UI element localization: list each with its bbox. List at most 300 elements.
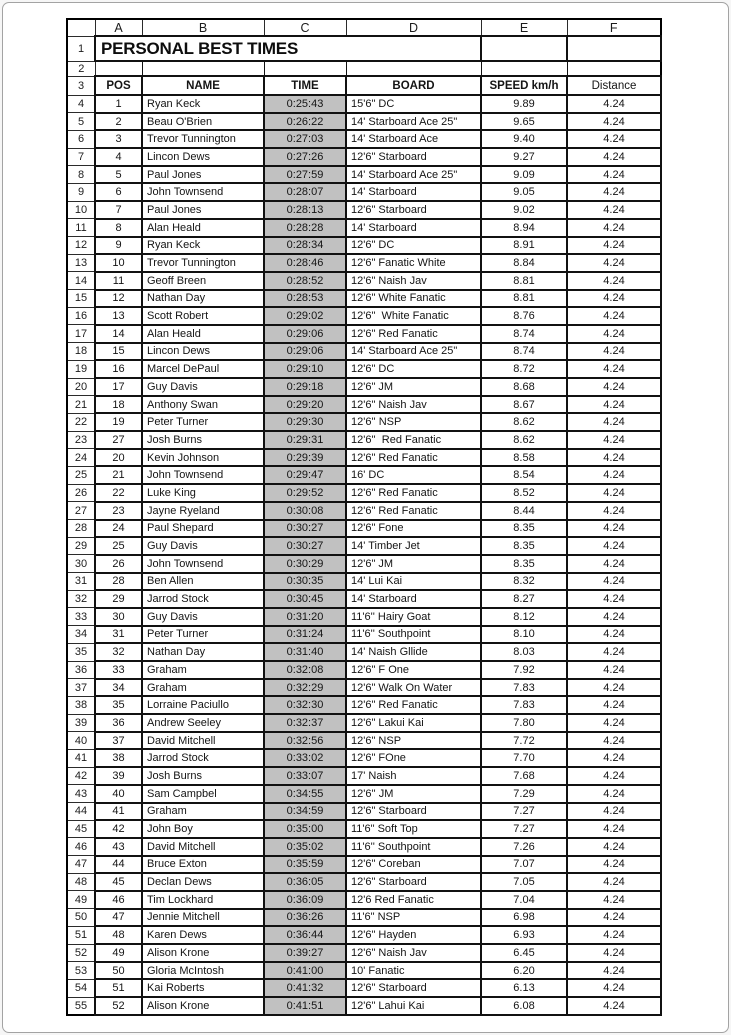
speed-cell: 8.58	[481, 449, 567, 467]
board-cell: 12'6" DC	[346, 237, 481, 255]
name-cell: Graham	[142, 803, 264, 821]
pos-cell: 43	[95, 838, 142, 856]
col-header-board: BOARD	[346, 76, 481, 95]
name-cell: Andrew Seeley	[142, 714, 264, 732]
speed-cell: 7.29	[481, 785, 567, 803]
name-cell: Lincon Dews	[142, 148, 264, 166]
pos-cell: 2	[95, 113, 142, 131]
row-number-cell: 7	[67, 148, 95, 166]
distance-cell: 4.24	[567, 113, 661, 131]
pos-cell: 12	[95, 290, 142, 308]
row-number-cell: 33	[67, 608, 95, 626]
speed-cell: 7.26	[481, 838, 567, 856]
time-cell: 0:32:08	[264, 661, 346, 679]
board-cell: 12'6" White Fanatic	[346, 290, 481, 308]
table-row	[67, 997, 661, 1015]
table-row	[67, 130, 661, 148]
table-row	[67, 873, 661, 891]
pos-cell: 32	[95, 643, 142, 661]
time-cell: 0:35:59	[264, 856, 346, 874]
board-cell: 11'6'' Southpoint	[346, 626, 481, 644]
table-row	[67, 95, 661, 113]
board-cell: 12'6" Red Fanatic	[346, 449, 481, 467]
distance-cell: 4.24	[567, 290, 661, 308]
name-cell: Guy Davis	[142, 608, 264, 626]
speed-cell: 7.70	[481, 749, 567, 767]
name-cell: Alison Krone	[142, 997, 264, 1015]
pos-cell: 15	[95, 343, 142, 361]
board-cell: 12'6" Starboard	[346, 803, 481, 821]
board-cell: 12'6" Red Fanatic	[346, 696, 481, 714]
pos-cell: 24	[95, 520, 142, 538]
board-cell: 12'6" Starboard	[346, 873, 481, 891]
pos-cell: 37	[95, 732, 142, 750]
board-cell: 14' Timber Jet	[346, 537, 481, 555]
name-cell: David Mitchell	[142, 838, 264, 856]
distance-cell: 4.24	[567, 466, 661, 484]
empty-cell-d2	[346, 61, 481, 76]
time-cell: 0:28:34	[264, 237, 346, 255]
name-cell: Trevor Tunnington	[142, 130, 264, 148]
distance-cell: 4.24	[567, 626, 661, 644]
distance-cell: 4.24	[567, 307, 661, 325]
speed-cell: 8.84	[481, 254, 567, 272]
col-letter-d: D	[346, 19, 481, 36]
board-cell: 12'6" White Fanatic	[346, 307, 481, 325]
time-cell: 0:34:55	[264, 785, 346, 803]
name-cell: John Townsend	[142, 466, 264, 484]
row-number-1: 1	[67, 36, 95, 61]
time-cell: 0:41:00	[264, 962, 346, 980]
distance-cell: 4.24	[567, 803, 661, 821]
speed-cell: 7.83	[481, 696, 567, 714]
time-cell: 0:30:08	[264, 502, 346, 520]
time-cell: 0:28:28	[264, 219, 346, 237]
col-letter-f: F	[567, 19, 661, 36]
pos-cell: 33	[95, 661, 142, 679]
board-cell: 12'6'' JM	[346, 785, 481, 803]
name-cell: Ryan Keck	[142, 95, 264, 113]
board-cell: 12'6" Fanatic White	[346, 254, 481, 272]
row-number-cell: 9	[67, 183, 95, 201]
speed-cell: 8.35	[481, 555, 567, 573]
speed-cell: 6.98	[481, 909, 567, 927]
row-number-cell: 11	[67, 219, 95, 237]
table-row	[67, 413, 661, 431]
speed-cell: 6.13	[481, 979, 567, 997]
table-row	[67, 325, 661, 343]
row-number-cell: 28	[67, 520, 95, 538]
pos-cell: 7	[95, 201, 142, 219]
speed-cell: 6.45	[481, 944, 567, 962]
row-number-cell: 37	[67, 679, 95, 697]
distance-cell: 4.24	[567, 749, 661, 767]
pos-cell: 19	[95, 413, 142, 431]
speed-cell: 8.62	[481, 431, 567, 449]
row-number-cell: 8	[67, 166, 95, 184]
row-number-cell: 54	[67, 979, 95, 997]
speed-cell: 8.74	[481, 325, 567, 343]
pos-cell: 49	[95, 944, 142, 962]
pos-cell: 17	[95, 378, 142, 396]
speed-cell: 8.32	[481, 573, 567, 591]
speed-cell: 7.27	[481, 820, 567, 838]
table-row	[67, 679, 661, 697]
data-rows	[67, 95, 661, 1015]
col-header-name: NAME	[142, 76, 264, 95]
table-row	[67, 856, 661, 874]
speed-cell: 8.81	[481, 272, 567, 290]
table-row	[67, 237, 661, 255]
speed-cell: 9.09	[481, 166, 567, 184]
time-cell: 0:36:09	[264, 891, 346, 909]
pos-cell: 1	[95, 95, 142, 113]
row-number-cell: 35	[67, 643, 95, 661]
pos-cell: 47	[95, 909, 142, 927]
time-cell: 0:29:30	[264, 413, 346, 431]
name-cell: Lorraine Paciullo	[142, 696, 264, 714]
row-number-cell: 46	[67, 838, 95, 856]
speed-cell: 9.05	[481, 183, 567, 201]
time-cell: 0:29:18	[264, 378, 346, 396]
pos-cell: 30	[95, 608, 142, 626]
distance-cell: 4.24	[567, 785, 661, 803]
pos-cell: 9	[95, 237, 142, 255]
name-cell: Declan Dews	[142, 873, 264, 891]
col-header-pos: POS	[95, 76, 142, 95]
pos-cell: 16	[95, 360, 142, 378]
table-row	[67, 573, 661, 591]
time-cell: 0:30:35	[264, 573, 346, 591]
row-number-cell: 22	[67, 413, 95, 431]
table-row	[67, 626, 661, 644]
speed-cell: 8.74	[481, 343, 567, 361]
board-cell: 11'6'' Hairy Goat	[346, 608, 481, 626]
distance-cell: 4.24	[567, 449, 661, 467]
pos-cell: 31	[95, 626, 142, 644]
pos-cell: 6	[95, 183, 142, 201]
pos-cell: 25	[95, 537, 142, 555]
distance-cell: 4.24	[567, 130, 661, 148]
table-row	[67, 396, 661, 414]
distance-cell: 4.24	[567, 696, 661, 714]
board-cell: 12'6" Starboard	[346, 201, 481, 219]
empty-cell-f2	[567, 61, 661, 76]
name-cell: Graham	[142, 679, 264, 697]
row-number-cell: 4	[67, 95, 95, 113]
distance-cell: 4.24	[567, 396, 661, 414]
time-cell: 0:39:27	[264, 944, 346, 962]
speed-cell: 8.81	[481, 290, 567, 308]
distance-cell: 4.24	[567, 166, 661, 184]
pos-cell: 51	[95, 979, 142, 997]
time-cell: 0:29:31	[264, 431, 346, 449]
board-cell: 14' Starboard Ace	[346, 130, 481, 148]
empty-cell-e2	[481, 61, 567, 76]
table-row	[67, 643, 661, 661]
distance-cell: 4.24	[567, 608, 661, 626]
speed-cell: 6.20	[481, 962, 567, 980]
board-cell: 12'6" Naish Jav	[346, 944, 481, 962]
table-row	[67, 502, 661, 520]
time-cell: 0:32:37	[264, 714, 346, 732]
pos-cell: 28	[95, 573, 142, 591]
row-number-cell: 52	[67, 944, 95, 962]
speed-cell: 7.04	[481, 891, 567, 909]
time-cell: 0:29:39	[264, 449, 346, 467]
table-row	[67, 113, 661, 131]
time-cell: 0:27:03	[264, 130, 346, 148]
time-cell: 0:30:27	[264, 520, 346, 538]
name-cell: Marcel DePaul	[142, 360, 264, 378]
row-number-cell: 51	[67, 926, 95, 944]
table-row	[67, 767, 661, 785]
board-cell: 12'6" Coreban	[346, 856, 481, 874]
speed-cell: 7.27	[481, 803, 567, 821]
name-cell: Lincon Dews	[142, 343, 264, 361]
empty-cell-b2	[142, 61, 264, 76]
board-cell: 11'6'' Southpoint	[346, 838, 481, 856]
distance-cell: 4.24	[567, 820, 661, 838]
board-cell: 12'6" Red Fanatic	[346, 325, 481, 343]
table-row	[67, 484, 661, 502]
row-number-cell: 31	[67, 573, 95, 591]
time-cell: 0:36:26	[264, 909, 346, 927]
speed-cell: 8.27	[481, 590, 567, 608]
name-cell: John Boy	[142, 820, 264, 838]
board-cell: 10' Fanatic	[346, 962, 481, 980]
table-row	[67, 272, 661, 290]
time-cell: 0:36:44	[264, 926, 346, 944]
distance-cell: 4.24	[567, 431, 661, 449]
name-cell: Trevor Tunnington	[142, 254, 264, 272]
table-row	[67, 590, 661, 608]
table-row	[67, 166, 661, 184]
table-row	[67, 290, 661, 308]
row-number-cell: 53	[67, 962, 95, 980]
board-cell: 12'6" Hayden	[346, 926, 481, 944]
table-row	[67, 785, 661, 803]
row-number-cell: 21	[67, 396, 95, 414]
row-number-cell: 39	[67, 714, 95, 732]
table-row	[67, 219, 661, 237]
row-number-cell: 36	[67, 661, 95, 679]
time-cell: 0:29:06	[264, 343, 346, 361]
name-cell: Beau O'Brien	[142, 113, 264, 131]
empty-cell-a2	[95, 61, 142, 76]
row-number-cell: 14	[67, 272, 95, 290]
distance-cell: 4.24	[567, 891, 661, 909]
distance-cell: 4.24	[567, 555, 661, 573]
name-cell: Ryan Keck	[142, 237, 264, 255]
name-cell: David Mitchell	[142, 732, 264, 750]
row-number-cell: 50	[67, 909, 95, 927]
board-cell: 12'6" DC	[346, 360, 481, 378]
board-cell: 12'6" Starboard	[346, 148, 481, 166]
name-cell: Jayne Ryeland	[142, 502, 264, 520]
speed-cell: 7.72	[481, 732, 567, 750]
name-cell: Peter Turner	[142, 413, 264, 431]
name-cell: Geoff Breen	[142, 272, 264, 290]
distance-cell: 4.24	[567, 838, 661, 856]
speed-cell: 8.62	[481, 413, 567, 431]
time-cell: 0:33:02	[264, 749, 346, 767]
speed-cell: 8.10	[481, 626, 567, 644]
time-cell: 0:28:07	[264, 183, 346, 201]
name-cell: John Townsend	[142, 183, 264, 201]
board-cell: 15'6" DC	[346, 95, 481, 113]
speed-cell: 7.92	[481, 661, 567, 679]
name-cell: Jennie Mitchell	[142, 909, 264, 927]
table-row	[67, 661, 661, 679]
distance-cell: 4.24	[567, 944, 661, 962]
speed-cell: 8.76	[481, 307, 567, 325]
name-cell: Nathan Day	[142, 290, 264, 308]
board-cell: 12'6" JM	[346, 555, 481, 573]
distance-cell: 4.24	[567, 219, 661, 237]
speed-cell: 7.05	[481, 873, 567, 891]
table-row	[67, 749, 661, 767]
distance-cell: 4.24	[567, 201, 661, 219]
time-cell: 0:29:10	[264, 360, 346, 378]
board-cell: 17' Naish	[346, 767, 481, 785]
row-number-cell: 16	[67, 307, 95, 325]
time-cell: 0:29:06	[264, 325, 346, 343]
name-cell: Alison Krone	[142, 944, 264, 962]
row-number-cell: 26	[67, 484, 95, 502]
speed-cell: 8.72	[481, 360, 567, 378]
table-row	[67, 254, 661, 272]
table-row	[67, 148, 661, 166]
board-cell: 14' Starboard	[346, 219, 481, 237]
corner-cell	[67, 19, 95, 36]
name-cell: Scott Robert	[142, 307, 264, 325]
time-cell: 0:29:20	[264, 396, 346, 414]
speed-cell: 9.65	[481, 113, 567, 131]
speed-cell: 7.07	[481, 856, 567, 874]
table-row	[67, 714, 661, 732]
table-row	[67, 466, 661, 484]
table-row	[67, 926, 661, 944]
name-cell: Jarrod Stock	[142, 590, 264, 608]
row-number-cell: 30	[67, 555, 95, 573]
row-number-cell: 13	[67, 254, 95, 272]
board-cell: 12'6" Lakui Kai	[346, 714, 481, 732]
name-cell: Anthony Swan	[142, 396, 264, 414]
row-number-cell: 20	[67, 378, 95, 396]
row-number-cell: 27	[67, 502, 95, 520]
pos-cell: 5	[95, 166, 142, 184]
distance-cell: 4.24	[567, 767, 661, 785]
row-number-cell: 15	[67, 290, 95, 308]
distance-cell: 4.24	[567, 909, 661, 927]
name-cell: Jarrod Stock	[142, 749, 264, 767]
table-row	[67, 537, 661, 555]
board-cell: 12'6" Starboard	[346, 979, 481, 997]
distance-cell: 4.24	[567, 643, 661, 661]
name-cell: Alan Heald	[142, 325, 264, 343]
pos-cell: 35	[95, 696, 142, 714]
board-cell: 12'6'' NSP	[346, 413, 481, 431]
speed-cell: 8.94	[481, 219, 567, 237]
col-letter-e: E	[481, 19, 567, 36]
pos-cell: 38	[95, 749, 142, 767]
board-cell: 12'6" Naish Jav	[346, 272, 481, 290]
row-number-cell: 5	[67, 113, 95, 131]
distance-cell: 4.24	[567, 148, 661, 166]
empty-cell-f1	[567, 36, 661, 61]
row-number-cell: 12	[67, 237, 95, 255]
distance-cell: 4.24	[567, 732, 661, 750]
board-cell: 11'6" NSP	[346, 909, 481, 927]
title-row	[67, 36, 661, 61]
time-cell: 0:33:07	[264, 767, 346, 785]
board-cell: 12'6" Red Fanatic	[346, 484, 481, 502]
board-cell: 12'6 Red Fanatic	[346, 891, 481, 909]
name-cell: Gloria McIntosh	[142, 962, 264, 980]
col-letter-a: A	[95, 19, 142, 36]
distance-cell: 4.24	[567, 520, 661, 538]
board-cell: 14' Lui Kai	[346, 573, 481, 591]
speed-cell: 8.67	[481, 396, 567, 414]
distance-cell: 4.24	[567, 979, 661, 997]
speed-cell: 8.68	[481, 378, 567, 396]
row-number-cell: 10	[67, 201, 95, 219]
distance-cell: 4.24	[567, 679, 661, 697]
time-cell: 0:30:29	[264, 555, 346, 573]
row-number-cell: 44	[67, 803, 95, 821]
distance-cell: 4.24	[567, 714, 661, 732]
row-number-cell: 42	[67, 767, 95, 785]
speed-cell: 9.89	[481, 95, 567, 113]
speed-cell: 8.52	[481, 484, 567, 502]
pos-cell: 18	[95, 396, 142, 414]
board-cell: 12'6" NSP	[346, 732, 481, 750]
speed-cell: 8.12	[481, 608, 567, 626]
table-row	[67, 608, 661, 626]
col-header-time: TIME	[264, 76, 346, 95]
pos-cell: 8	[95, 219, 142, 237]
distance-cell: 4.24	[567, 360, 661, 378]
time-cell: 0:34:59	[264, 803, 346, 821]
pos-cell: 4	[95, 148, 142, 166]
pos-cell: 48	[95, 926, 142, 944]
distance-cell: 4.24	[567, 502, 661, 520]
distance-cell: 4.24	[567, 537, 661, 555]
distance-cell: 4.24	[567, 237, 661, 255]
table-row	[67, 520, 661, 538]
distance-cell: 4.24	[567, 343, 661, 361]
speed-cell: 7.80	[481, 714, 567, 732]
row-number-cell: 49	[67, 891, 95, 909]
distance-cell: 4.24	[567, 661, 661, 679]
time-cell: 0:31:20	[264, 608, 346, 626]
distance-cell: 4.24	[567, 926, 661, 944]
row-number-cell: 19	[67, 360, 95, 378]
speed-cell: 6.08	[481, 997, 567, 1015]
name-cell: Sam Campbel	[142, 785, 264, 803]
time-cell: 0:36:05	[264, 873, 346, 891]
speed-cell: 8.03	[481, 643, 567, 661]
blank-row	[67, 61, 661, 76]
pos-cell: 13	[95, 307, 142, 325]
row-number-cell: 55	[67, 997, 95, 1015]
row-number-cell: 45	[67, 820, 95, 838]
row-number-cell: 23	[67, 431, 95, 449]
time-cell: 0:32:29	[264, 679, 346, 697]
pos-cell: 21	[95, 466, 142, 484]
board-cell: 12'6" Red Fanatic	[346, 502, 481, 520]
